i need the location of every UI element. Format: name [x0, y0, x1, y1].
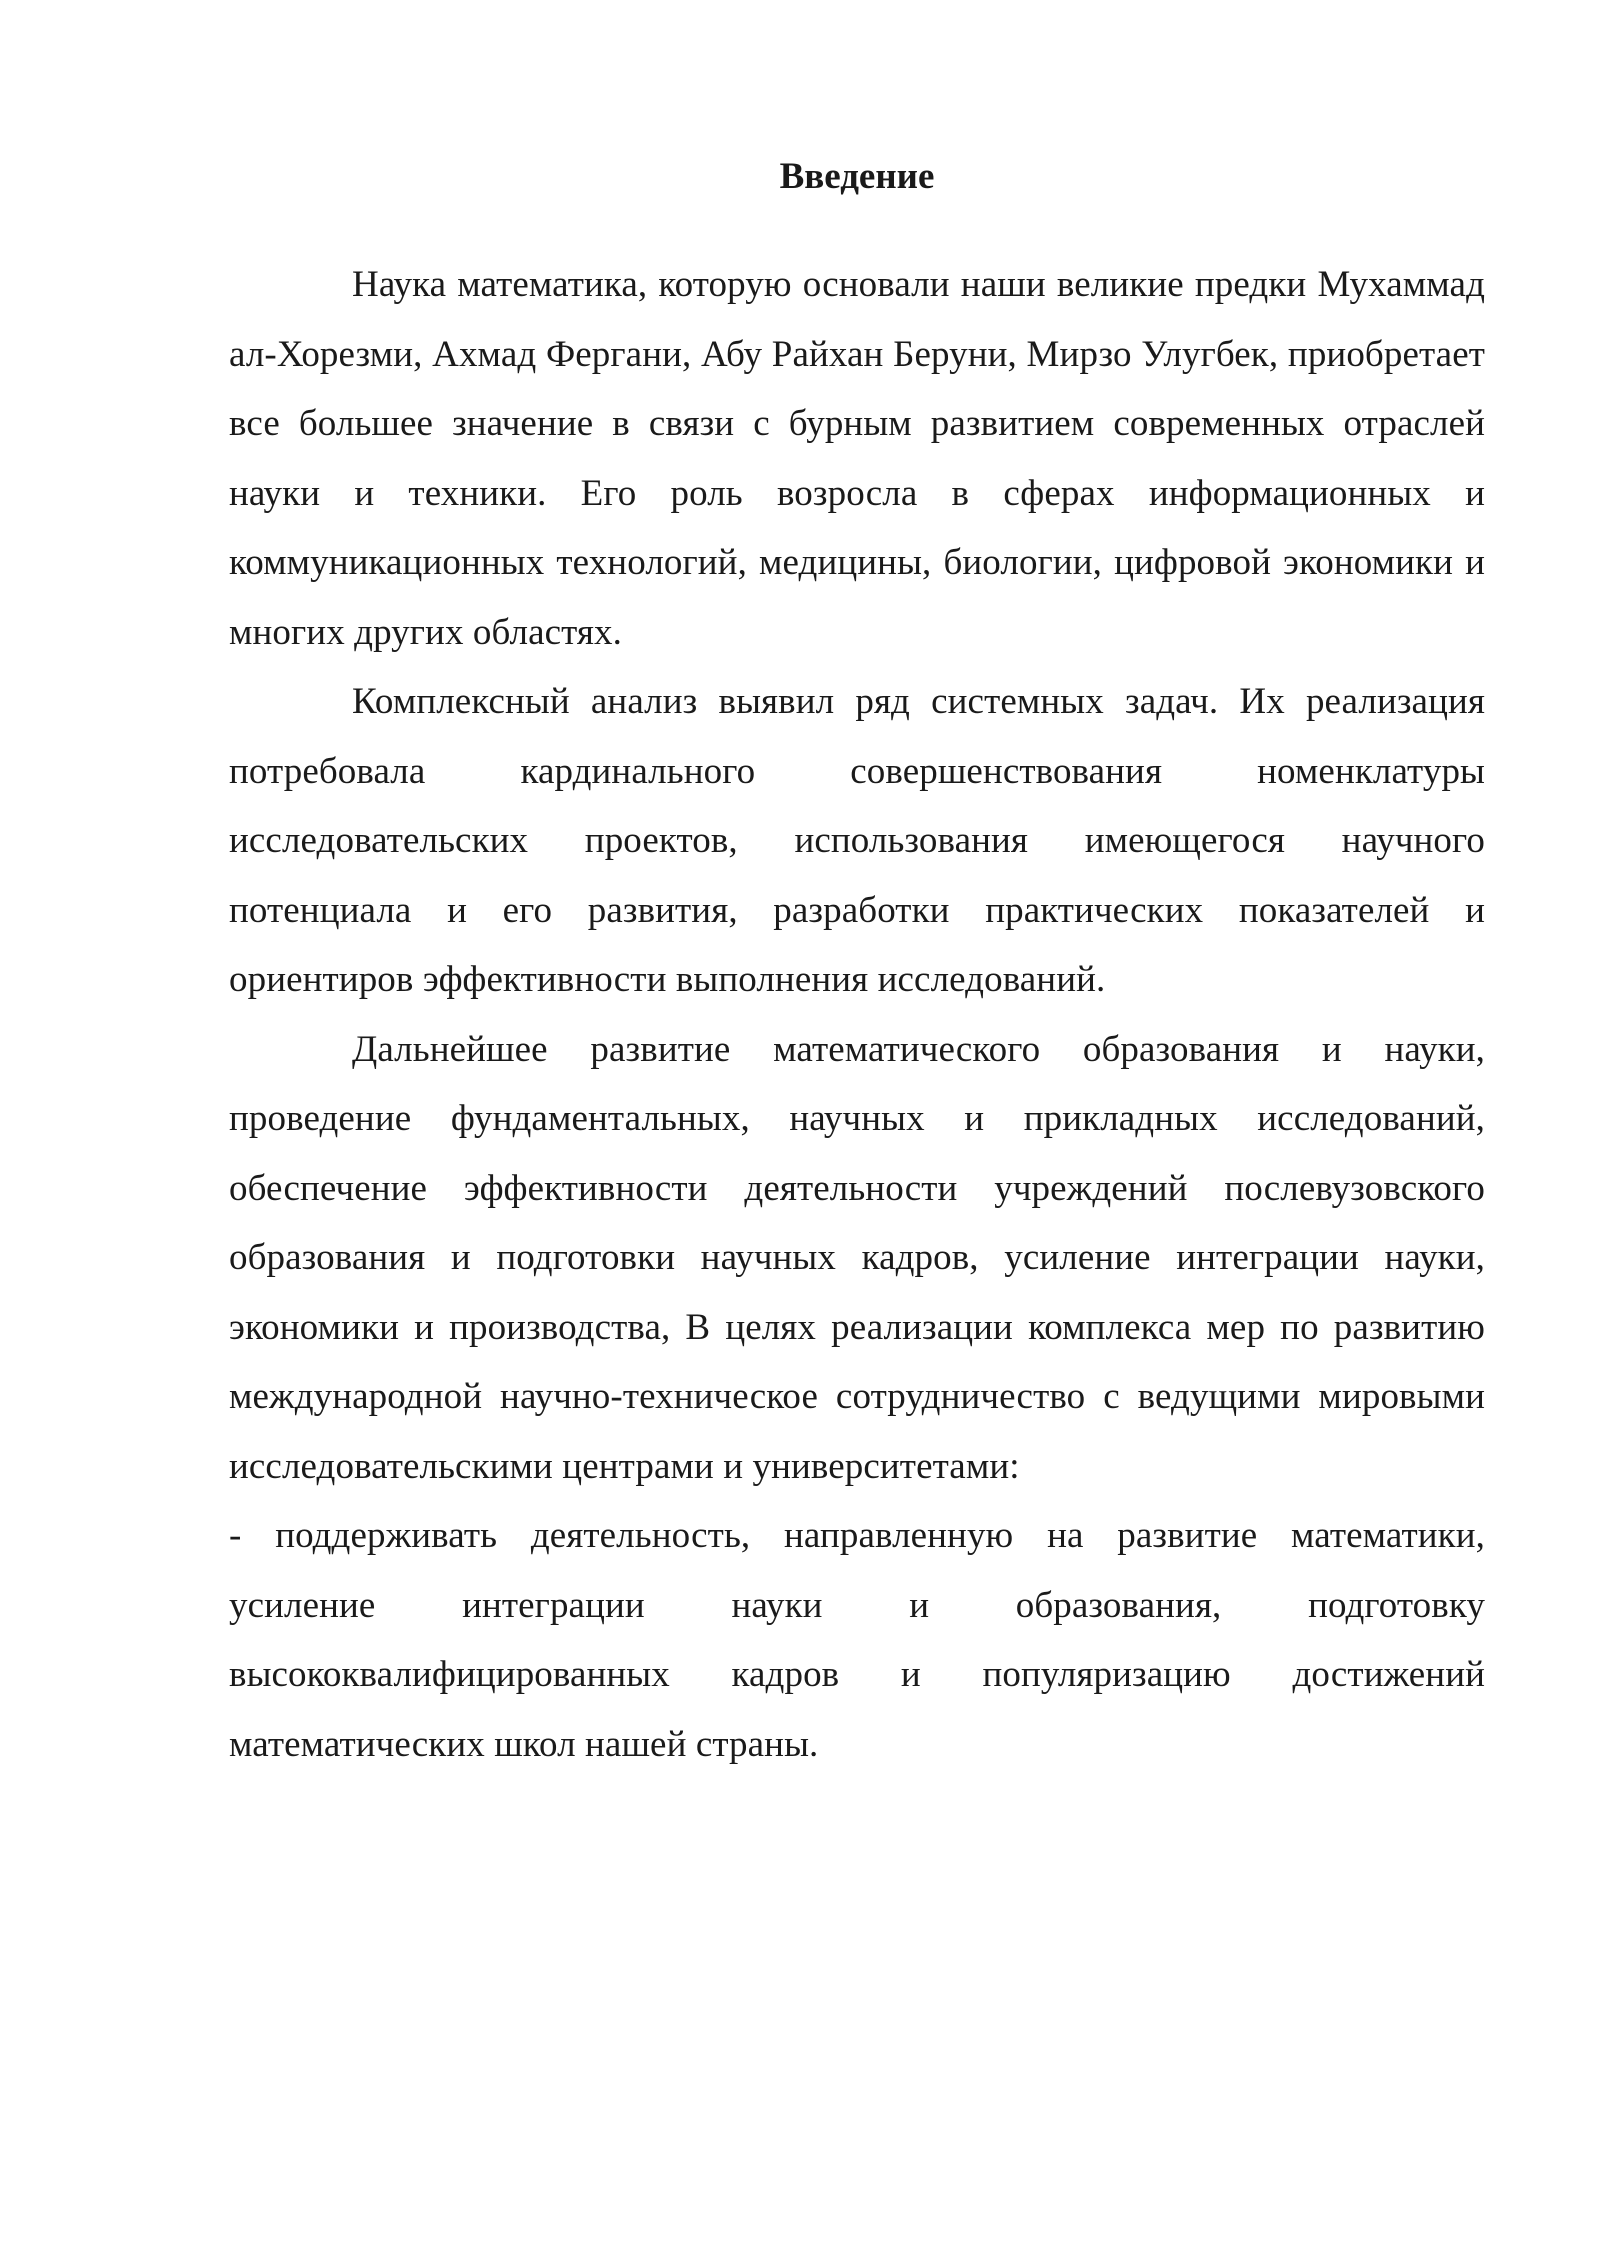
list-item-support-activity: - поддерживать деятельность, направленную на развитие математики, усиление интеграции науки и образования, подготовку высококвалифицированных кадров и популяризацию достижений математических школ нашей страны. [229, 1515, 1485, 1765]
paragraph-further-development: Дальнейшее развитие математического образования и науки, проведение фундаментальных, научных и прикладных исследований, обеспечение эффективности деятельности учреждений послевузовского образования и подготовки научных кадров, усиление интеграции науки, экономики и производства, В целях реализации комплекса мер по развитию международной научно-техническое сотрудничество с ведущими мировыми исследовательскими центрами и университетами: [229, 1028, 1485, 1487]
paragraph-complex-analysis: Комплексный анализ выявил ряд системных задач. Их реализация потребовала кардинального совершенствования номенклатуры исследовательских проектов, использования имеющегося научного потенциала и его развития, разработки практических показателей и ориентиров эффективности выполнения исследований. [229, 681, 1485, 1000]
body-text [229, 250, 1485, 1779]
page-title: Введение [779, 156, 935, 197]
paragraph-mathematics-heritage: Наука математика, которую основали наши великие предки Мухаммад ал-Хорезми, Ахмад Фергани, Абу Райхан Беруни, Мирзо Улугбек, приобретает все большее значение в связи с бурным развитием современных отраслей науки и техники. Его роль возросла в сферах информационных и коммуникационных технологий, медицины, биологии, цифровой экономики и многих других областях. [229, 264, 1485, 653]
